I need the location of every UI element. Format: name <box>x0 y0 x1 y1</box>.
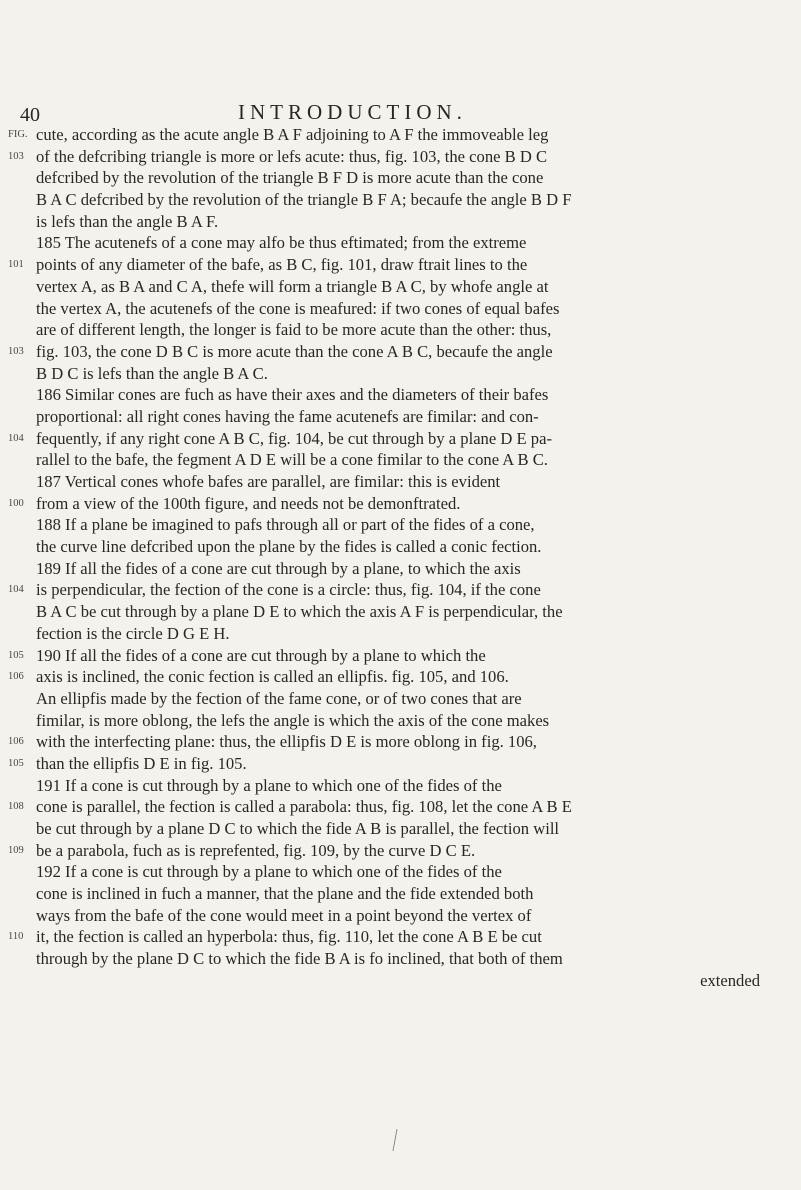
line-text: it, the fection is called an hyperbola: thus, fig. 110, let the cone A B E be cut <box>36 927 542 947</box>
margin-figure-ref: 104 <box>8 584 24 596</box>
line-text: axis is inclined, the conic fection is called an ellipfis. fig. 105, and 106. <box>36 667 509 687</box>
text-line <box>8 493 790 515</box>
line-text: the vertex A, the acutenefs of the cone is meafured: if two cones of equal bafes <box>36 298 560 318</box>
text-line <box>30 818 790 840</box>
line-text: 187 Vertical cones whofe bafes are parallel, are fimilar: this is evident <box>36 472 501 491</box>
text-line <box>30 449 790 471</box>
line-text: 188 If a plane be imagined to pafs through all or part of the fides of a cone, <box>36 515 535 535</box>
text-line <box>30 189 790 211</box>
text-line <box>8 753 790 775</box>
text-line <box>30 601 790 623</box>
text-line <box>30 298 790 320</box>
line-text: rallel to the bafe, the fegment A D E will be a cone fimilar to the cone A B C. <box>36 450 548 470</box>
text-line <box>8 840 790 862</box>
line-text: than the ellipfis D E in fig. 105. <box>36 753 247 773</box>
line-text: 192 If a cone is cut through by a plane to which one of the fides of the <box>36 862 502 882</box>
line-text: of the defcribing triangle is more or lefs acute: thus, fig. 103, the cone B D C <box>36 146 548 166</box>
line-text: 190 If all the fides of a cone are cut through by a plane to which the <box>36 645 486 665</box>
line-text: cone is parallel, the fection is called a parabola: thus, fig. 108, let the cone A B E <box>36 797 572 817</box>
margin-figure-ref: 105 <box>8 757 24 769</box>
text-line <box>8 341 790 363</box>
text-line <box>30 775 790 797</box>
text-line <box>30 861 790 883</box>
pencil-mark <box>392 1128 398 1152</box>
text-block <box>8 124 790 992</box>
margin-figure-ref: 101 <box>8 259 24 271</box>
line-text: cute, according as the acute angle B A F adjoining to A F the immoveable leg <box>36 125 549 144</box>
line-text: fimilar, is more oblong, the lefs the angle is which the axis of the cone makes <box>36 710 550 730</box>
line-text: vertex A, as B A and C A, thefe will form a triangle B A C, by whofe angle at <box>36 276 549 296</box>
margin-figure-ref: 109 <box>8 844 24 856</box>
running-head: INTRODUCTION. <box>238 100 467 124</box>
line-text: fection is the circle D G E H. <box>36 623 230 643</box>
line-text: be a parabola, fuch as is reprefented, fig. 109, by the curve D C E. <box>36 840 476 860</box>
text-line <box>30 536 790 558</box>
margin-figure-ref: 106 <box>8 736 24 748</box>
text-line <box>8 666 790 688</box>
text-line <box>8 926 790 948</box>
line-text: B D C is lefs than the angle B A C. <box>36 363 268 383</box>
margin-figure-ref: 108 <box>8 801 24 813</box>
line-text: 189 If all the fides of a cone are cut through by a plane, to which the axis <box>36 558 521 578</box>
line-text: with the interfecting plane: thus, the ellipfis D E is more oblong in fig. 106, <box>36 732 537 752</box>
text-line <box>30 623 790 645</box>
line-text: B A C defcribed by the revolution of the triangle B F A; becaufe the angle B D F <box>36 190 572 210</box>
text-line <box>8 124 790 146</box>
text-line <box>30 406 790 428</box>
text-line <box>8 428 790 450</box>
margin-figure-ref: 106 <box>8 671 24 683</box>
line-text: is lefs than the angle B A F. <box>36 211 219 231</box>
margin-figure-ref: 103 <box>8 345 24 357</box>
line-text: proportional: all right cones having the fame acutenefs are fimilar: and con- <box>36 406 539 426</box>
text-line <box>8 731 790 753</box>
margin-figure-ref: FIG. <box>8 129 28 140</box>
text-line <box>30 319 790 341</box>
line-text: 186 Similar cones are fuch as have their axes and the diameters of their bafes <box>36 385 549 405</box>
text-line <box>8 254 790 276</box>
text-line <box>30 948 790 970</box>
margin-figure-ref: 104 <box>8 432 24 444</box>
text-line <box>30 688 790 710</box>
line-text: ways from the bafe of the cone would meet in a point beyond the vertex of <box>36 905 532 925</box>
line-text: points of any diameter of the bafe, as B C, fig. 101, draw ftrait lines to the <box>36 255 528 275</box>
text-line <box>30 471 790 493</box>
margin-figure-ref: 103 <box>8 150 24 162</box>
line-text: from a view of the 100th figure, and needs not be demonftrated. <box>36 493 461 513</box>
page-number: 40 <box>20 104 40 126</box>
text-line <box>30 363 790 385</box>
line-text: B A C be cut through by a plane D E to which the axis A F is perpendicular, the <box>36 602 563 622</box>
line-text: An ellipfis made by the fection of the fame cone, or of two cones that are <box>36 688 522 708</box>
line-text: cone is inclined in fuch a manner, that the plane and the fide extended both <box>36 884 534 904</box>
text-line <box>30 558 790 580</box>
line-text: are of different length, the longer is faid to be more acute than the other: thus, <box>36 320 552 340</box>
text-line <box>30 232 790 254</box>
text-line <box>8 645 790 667</box>
text-line <box>30 905 790 927</box>
line-text: fig. 103, the cone D B C is more acute than the cone A B C, becaufe the angle <box>36 341 553 361</box>
margin-figure-ref: 100 <box>8 497 24 509</box>
line-text: fequently, if any right cone A B C, fig. 104, be cut through by a plane D E pa- <box>36 428 552 448</box>
text-line <box>30 883 790 905</box>
text-line <box>8 579 790 601</box>
text-line <box>30 710 790 732</box>
line-text: 191 If a cone is cut through by a plane to which one of the fides of the <box>36 775 502 795</box>
text-line <box>30 514 790 536</box>
catchword: extended <box>700 970 760 990</box>
text-line <box>30 167 790 189</box>
line-text: 185 The acutenefs of a cone may alfo be thus eftimated; from the extreme <box>36 233 527 253</box>
text-line <box>8 146 790 168</box>
margin-figure-ref: 110 <box>8 931 24 943</box>
text-line <box>8 796 790 818</box>
line-text: defcribed by the revolution of the triangle B F D is more acute than the cone <box>36 168 544 188</box>
line-text: the curve line defcribed upon the plane by the fides is called a conic fection. <box>36 537 542 557</box>
text-line <box>30 384 790 406</box>
line-text: through by the plane D C to which the fide B A is fo inclined, that both of them <box>36 949 563 969</box>
line-text: be cut through by a plane D C to which the fide A B is parallel, the fection will <box>36 819 560 838</box>
margin-figure-ref: 105 <box>8 649 24 661</box>
text-line <box>30 211 790 233</box>
line-text: is perpendicular, the fection of the cone is a circle: thus, fig. 104, if the cone <box>36 580 541 600</box>
text-line <box>30 276 790 298</box>
catchword-line <box>30 970 790 992</box>
